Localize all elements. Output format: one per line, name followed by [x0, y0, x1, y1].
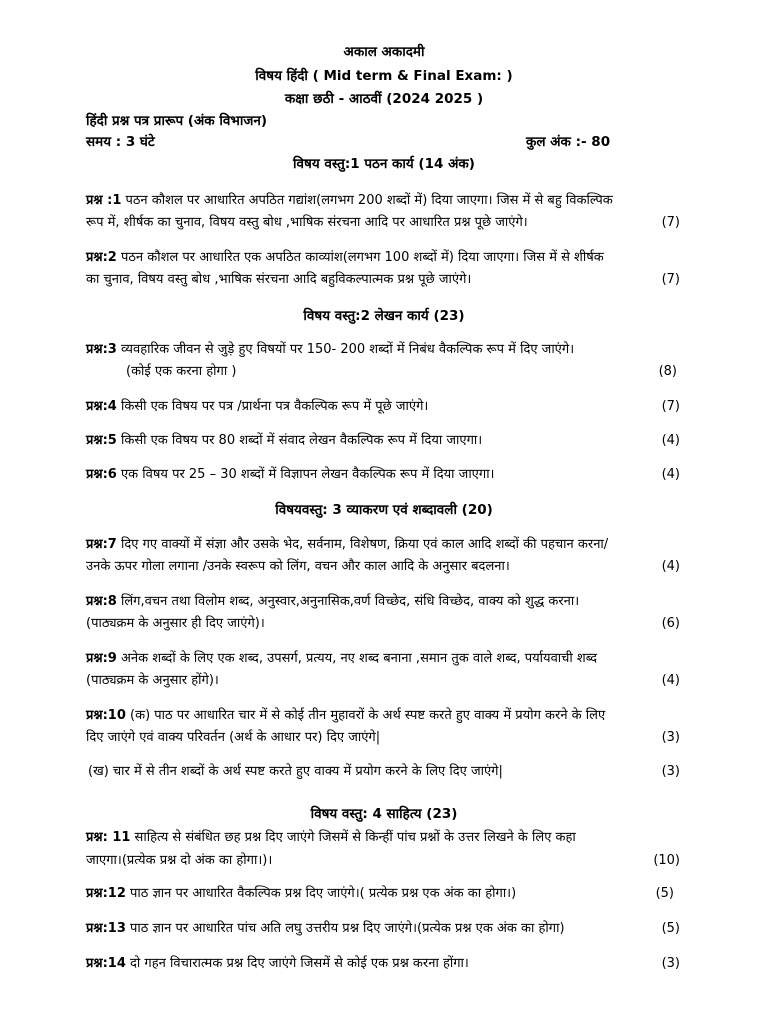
question-label: प्रश्न:13: [86, 921, 126, 936]
question-marks: (3): [661, 956, 680, 971]
question-text: दिए गए वाक्यों में संज्ञा और उसके भेद, सर्वनाम, विशेषण, क्रिया एवं काल आदि शब्दों की पहचान करना/: [120, 537, 609, 552]
question-text: रूप में, शीर्षक का चुनाव, विषय वस्तु बोध ,भाषिक संरचना आदि पर आधारित प्रश्न पूछे जाएंगे।: [86, 215, 528, 230]
question-marks: (4): [661, 467, 680, 482]
class-title: कक्षा छठी - आठवीं (2024 2025 ): [284, 91, 484, 107]
question-text: पाठ ज्ञान पर आधारित वैकल्पिक प्रश्न दिए जाएंगे।( प्रत्येक प्रश्न एक अंक का होगा।): [130, 886, 517, 901]
question-text: (पाठ्यक्रम के अनुसार ही दिए जाएंगे)।: [86, 616, 265, 631]
question-marks: (7): [661, 215, 680, 230]
question-label: प्रश्न:5: [86, 433, 117, 448]
paper-format: हिंदी प्रश्न पत्र प्रारूप (अंक विभाजन): [86, 113, 268, 129]
question-text: दिए जाएंगे एवं वाक्य परिवर्तन (अर्थ के आधार पर) दिए जाएंगे|: [86, 730, 381, 745]
question-text: एक विषय पर 25 – 30 शब्दों में विज्ञापन लेखन वैकल्पिक रूप में दिया जाएगा।: [120, 467, 495, 482]
question-text: जाएगा।(प्रत्येक प्रश्न दो अंक का होगा।)।: [86, 853, 273, 868]
question-label: प्रश्न:10: [86, 708, 126, 723]
question-label: प्रश्न:7: [86, 537, 117, 552]
question-text: अनेक शब्दों के लिए एक शब्द, उपसर्ग, प्रत्यय, नए शब्द बनाना ,समान तुक वाले शब्द, पर्यायवाची शब्द: [120, 651, 597, 666]
question-text: किसी एक विषय पर 80 शब्दों में संवाद लेखन वैकल्पिक रूप में दिया जाएगा।: [120, 433, 483, 448]
question-text: साहित्य से संबंधित छह प्रश्न दिए जाएंगे जिसमें से किन्हीं पांच प्रश्नों के उत्तर लिखने के लिए कहा: [134, 830, 576, 845]
question-label: प्रश्न:3: [86, 342, 117, 357]
question-text: (पाठ्यक्रम के अनुसार होंगे)।: [86, 673, 219, 688]
section-title: विषय वस्तु:2 लेखन कार्य (23): [303, 308, 465, 324]
question-marks: (10): [653, 853, 680, 868]
question-text: दो गहन विचारात्मक प्रश्न दिए जाएंगे जिसमें से कोई एक प्रश्न करना होंगा।: [130, 956, 469, 971]
question-text: व्यवहारिक जीवन से जुड़े हुए विषयों पर 150- 200 शब्दों में निबंध वैकल्पिक रूप में दिए जाएंगे।: [116, 342, 575, 357]
question-text: पठन कौशल पर आधारित एक अपठित काव्यांश(लगभग 100 शब्दों में) दिया जाएगा। जिस में से शीर्षक: [120, 250, 604, 265]
question-label: प्रश्न:9: [86, 651, 117, 666]
question-label: प्रश्न:14: [86, 956, 126, 971]
question-marks: (4): [661, 559, 680, 574]
question-text: (कोई एक करना होगा ): [126, 364, 237, 379]
question-text: पठन कौशल पर आधारित अपठित गद्यांश(लगभग 200 शब्दों में) दिया जाएगा। जिस में से बहु विकल्पिक: [125, 193, 613, 208]
question-marks: (5): [661, 921, 680, 936]
question-marks: (6): [661, 616, 680, 631]
question-marks: (4): [661, 433, 680, 448]
question-text: (क) पाठ पर आधारित चार में से कोई तीन मुहावरों के अर्थ स्पष्ट करते हुए वाक्य में प्रयोग करने के लिए: [130, 708, 606, 723]
section-title: विषय वस्तु:1 पठन कार्य (14 अंक): [293, 156, 475, 172]
question-label: प्रश्न:6: [86, 467, 117, 482]
total-marks: कुल अंक :- 80: [526, 134, 611, 150]
question-text: किसी एक विषय पर पत्र /प्रार्थना पत्र वैकल्पिक रूप में पूछे जाएंगे।: [120, 399, 429, 414]
time-allowed: समय : 3 घंटे: [86, 134, 155, 150]
section-title: विषयवस्तु: 3 व्याकरण एवं शब्दावली (20): [275, 502, 493, 518]
question-text: का चुनाव, विषय वस्तु बोध ,भाषिक संरचना आदि बहुविकल्पात्मक प्रश्न पूछे जाएंगे।: [86, 272, 472, 287]
question-text: उनके ऊपर गोला लगाना /उनके स्वरूप को लिंग, वचन और काल आदि के अनुसार बदलना।: [86, 559, 510, 574]
question-marks: (4): [661, 673, 680, 688]
question-label: प्रश्न:2: [86, 250, 117, 265]
question-label: प्रश्न:12: [86, 886, 126, 901]
question-text: लिंग,वचन तथा विलोम शब्द, अनुस्वार,अनुनासिक,वर्ण विच्छेद, संधि विच्छेद, वाक्य को शुद्ध करना।: [120, 594, 580, 609]
section-title: विषय वस्तु: 4 साहित्य (23): [310, 806, 458, 822]
question-text: (ख) चार में से तीन शब्दों के अर्थ स्पष्ट करते हुए वाक्य में प्रयोग करने के लिए दिए जाएंगे|: [88, 764, 503, 779]
question-label: प्रश्न :1: [86, 193, 122, 208]
question-label: प्रश्न: 11: [86, 830, 131, 845]
question-label: प्रश्न:8: [86, 594, 117, 609]
question-marks: (8): [658, 364, 677, 379]
question-marks: (7): [661, 399, 680, 414]
question-label: प्रश्न:4: [86, 399, 117, 414]
question-marks: (3): [661, 730, 680, 745]
question-marks: (5): [655, 886, 674, 901]
school-name: अकाल अकादमी: [343, 44, 425, 60]
question-marks: (7): [661, 272, 680, 287]
question-marks: (3): [661, 764, 680, 779]
subject-title: विषय हिंदी ( Mid term & Final Exam: ): [255, 68, 513, 84]
question-text: पाठ ज्ञान पर आधारित पांच अति लघु उत्तरीय प्रश्न दिए जाएंगे।(प्रत्येक प्रश्न एक अंक का होगा): [130, 921, 565, 936]
